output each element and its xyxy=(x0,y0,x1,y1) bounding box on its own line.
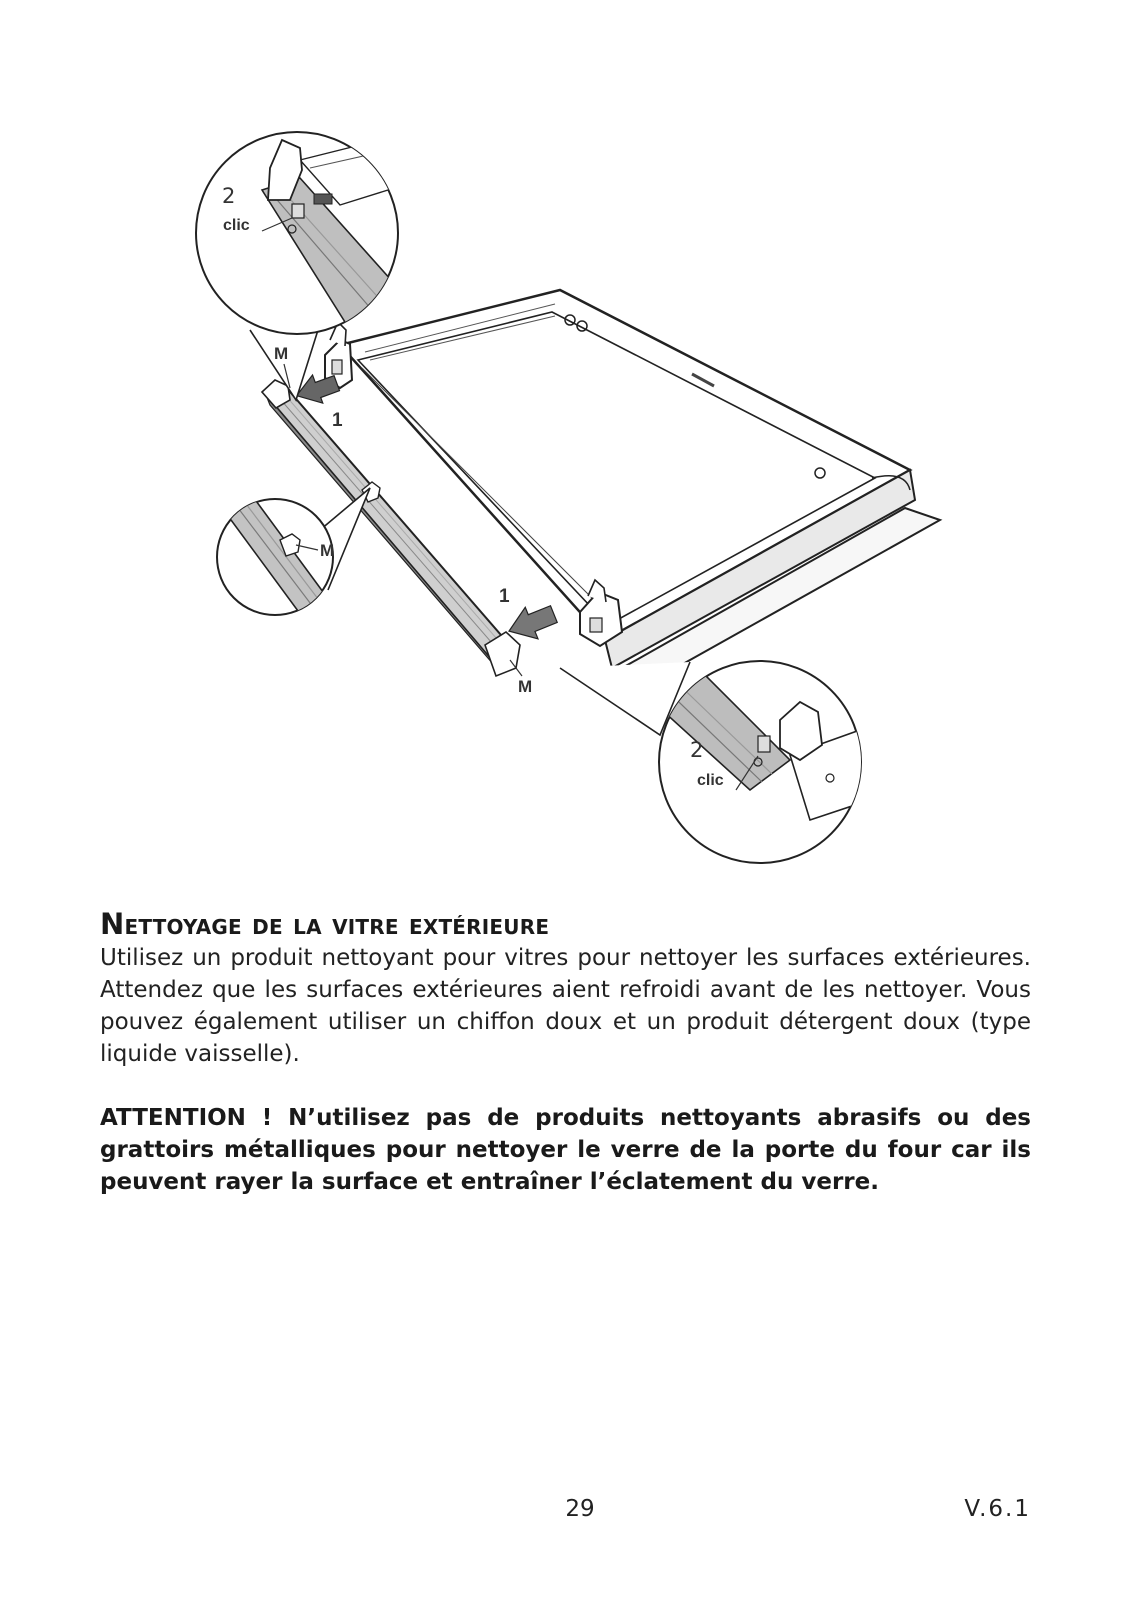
callout-step-number: 2 xyxy=(690,738,704,762)
step-number-label: 1 xyxy=(332,410,343,431)
marker-m-label: M xyxy=(274,344,289,363)
page-number: 29 xyxy=(565,1496,595,1522)
version-label: V.6.1 xyxy=(964,1496,1031,1522)
warning-paragraph: ATTENTION ! N’utilisez pas de produits nettoyants abrasifs ou des grattoirs métalliques pour nettoyer le verre de la porte du four car ils peuvent rayer la surface et entraîner l’éclatement du verre. xyxy=(100,1105,1031,1195)
body-paragraph: Utilisez un produit nettoyant pour vitres pour nettoyer les surfaces extérieures. Attendez que les surfaces extérieures aient refroidi avant de les nettoyer. Vous pouvez également utiliser un chiffon doux et un produit détergent doux (type liquide vaisselle). xyxy=(100,945,1031,1067)
callout-detail-middle xyxy=(217,488,370,630)
callout-detail-bottom xyxy=(560,660,870,863)
marker-m-label: M xyxy=(518,677,533,696)
section-content xyxy=(100,906,1031,1198)
callout-step-number: 2 xyxy=(222,184,236,208)
clic-label: clic xyxy=(223,217,250,234)
door-frame xyxy=(340,290,940,688)
step-number-label: 1 xyxy=(499,586,510,607)
section-title: Nettoyage de la vitre extérieure xyxy=(100,907,550,941)
clic-label: clic xyxy=(697,772,724,789)
marker-m-label: M xyxy=(320,541,335,560)
